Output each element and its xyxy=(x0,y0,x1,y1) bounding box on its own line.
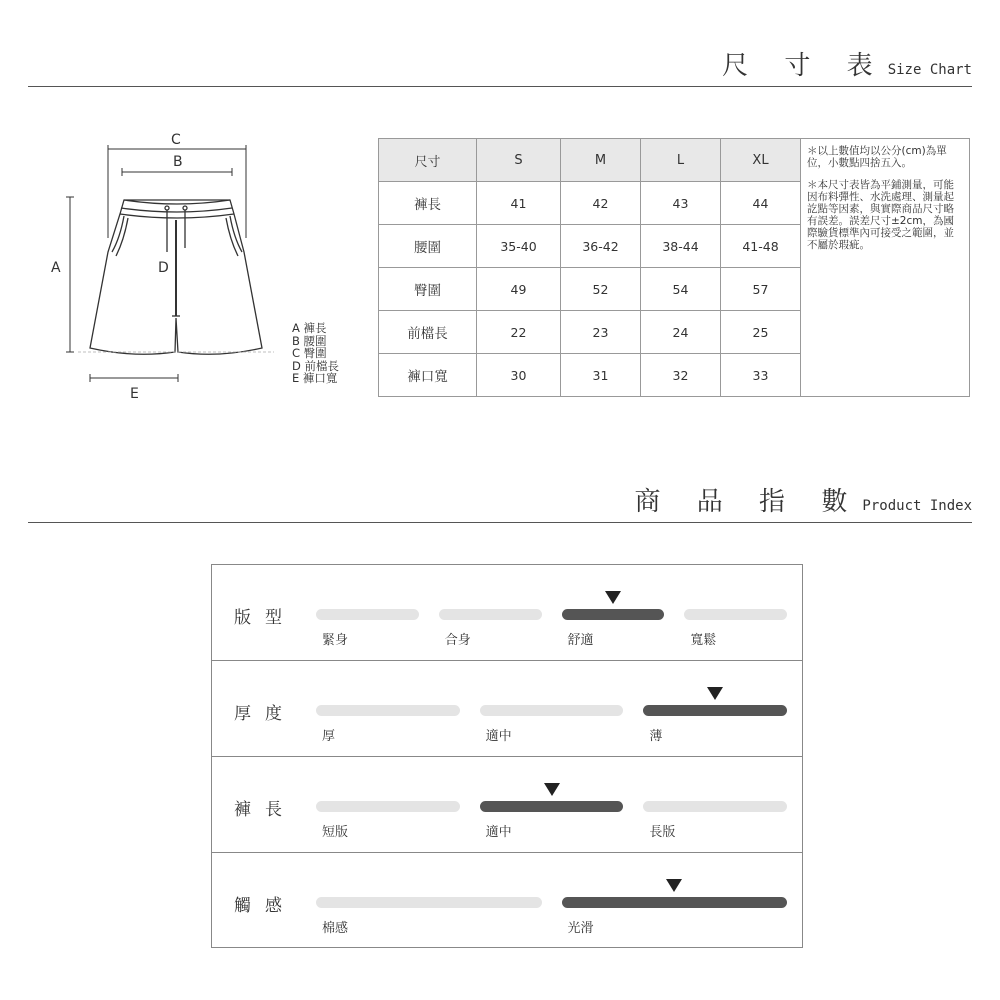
row-label: 腰圍 xyxy=(379,225,477,268)
table-cell: 38-44 xyxy=(641,225,721,268)
index-bar xyxy=(643,801,787,812)
product-index-title: 商 品 指 數 xyxy=(634,487,862,517)
table-cell: 43 xyxy=(641,182,721,225)
note-text: ＊以上數值均以公分(cm)為單位，小數點四捨五入。 xyxy=(807,145,947,169)
size-notes xyxy=(801,139,970,397)
table-cell: 35-40 xyxy=(477,225,561,268)
selected-marker-icon xyxy=(605,591,621,604)
note-text: ＊本尺寸表皆為平鋪測量，可能因布料彈性、水洗處理、測量起訖點等因素，與實際商品尺寸略有誤差。誤差尺寸±2cm，為國際驗貨標準內可接受之範圍，並不屬於瑕疵。 xyxy=(807,179,954,251)
index-option-label: 緊身 xyxy=(322,633,349,648)
product-index-panel xyxy=(211,564,803,948)
index-row-fit xyxy=(212,565,802,661)
index-option-label: 短版 xyxy=(322,825,349,840)
selected-marker-icon xyxy=(544,783,560,796)
index-bar xyxy=(316,609,419,620)
legend-item: B 腰圍 xyxy=(292,333,327,348)
table-cell: 42 xyxy=(561,182,641,225)
diagram-legend xyxy=(292,322,339,385)
legend-item: E 褲口寬 xyxy=(292,371,338,385)
table-cell: 44 xyxy=(721,182,801,225)
table-cell: 22 xyxy=(477,311,561,354)
size-table xyxy=(378,138,970,397)
table-cell: 31 xyxy=(561,354,641,397)
legend-item: D 前檔長 xyxy=(292,358,340,373)
product-index-header xyxy=(28,482,972,523)
index-option-label: 適中 xyxy=(485,729,512,744)
index-row-texture xyxy=(212,853,802,948)
table-cell: 49 xyxy=(477,268,561,311)
legend-item: A 褲長 xyxy=(292,321,327,335)
index-option-label: 適中 xyxy=(485,825,512,840)
index-option-label: 棉感 xyxy=(322,921,349,936)
table-cell: 23 xyxy=(561,311,641,354)
shorts-outline xyxy=(90,200,262,354)
table-cell: 41-48 xyxy=(721,225,801,268)
header-cell: XL xyxy=(721,139,801,182)
shorts-diagram xyxy=(48,128,308,403)
index-bar xyxy=(480,705,624,716)
index-bar-selected xyxy=(562,897,788,908)
index-bar xyxy=(316,897,542,908)
index-row-length xyxy=(212,757,802,853)
index-option-label: 長版 xyxy=(649,825,676,840)
row-label: 臀圍 xyxy=(379,268,477,311)
row-label: 前檔長 xyxy=(379,311,477,354)
table-cell: 54 xyxy=(641,268,721,311)
table-cell: 30 xyxy=(477,354,561,397)
table-cell: 32 xyxy=(641,354,721,397)
diagram-letter-c: C xyxy=(171,132,181,148)
table-cell: 57 xyxy=(721,268,801,311)
index-row-thickness xyxy=(212,661,802,757)
diagram-letter-b: B xyxy=(173,154,183,170)
index-option-label: 厚 xyxy=(322,729,336,744)
diagram-letter-d: D xyxy=(158,260,169,276)
table-cell: 24 xyxy=(641,311,721,354)
index-row-title: 版型 xyxy=(234,608,296,628)
diagram-letter-a: A xyxy=(51,260,61,276)
selected-marker-icon xyxy=(666,879,682,892)
legend-item: C 臀圍 xyxy=(292,346,327,360)
table-cell: 33 xyxy=(721,354,801,397)
header-cell: 尺寸 xyxy=(379,139,477,182)
selected-marker-icon xyxy=(707,687,723,700)
row-label: 褲口寬 xyxy=(379,354,477,397)
size-chart-header xyxy=(28,46,972,87)
header-cell: L xyxy=(641,139,721,182)
table-header-row xyxy=(379,139,970,182)
index-bar xyxy=(316,705,460,716)
index-bar-selected xyxy=(643,705,787,716)
index-option-label: 寬鬆 xyxy=(690,633,717,648)
index-option-label: 光滑 xyxy=(567,921,594,936)
index-option-label: 薄 xyxy=(649,729,663,744)
index-bar-selected xyxy=(562,609,665,620)
size-chart-title: 尺 寸 表 xyxy=(722,51,887,81)
product-index-title-en: Product Index xyxy=(862,498,972,514)
diagram-letter-e: E xyxy=(130,386,139,402)
row-label: 褲長 xyxy=(379,182,477,225)
index-row-title: 褲長 xyxy=(234,800,296,820)
table-cell: 36-42 xyxy=(561,225,641,268)
index-bar xyxy=(684,609,787,620)
index-row-title: 厚度 xyxy=(234,704,296,724)
index-bar xyxy=(439,609,542,620)
index-row-title: 觸感 xyxy=(234,896,296,916)
size-chart-title-en: Size Chart xyxy=(887,62,972,78)
table-cell: 52 xyxy=(561,268,641,311)
header-cell: S xyxy=(477,139,561,182)
index-bar xyxy=(316,801,460,812)
index-option-label: 舒適 xyxy=(567,633,594,648)
index-option-label: 合身 xyxy=(444,633,471,648)
table-cell: 25 xyxy=(721,311,801,354)
index-bar-selected xyxy=(480,801,624,812)
table-cell: 41 xyxy=(477,182,561,225)
header-cell: M xyxy=(561,139,641,182)
